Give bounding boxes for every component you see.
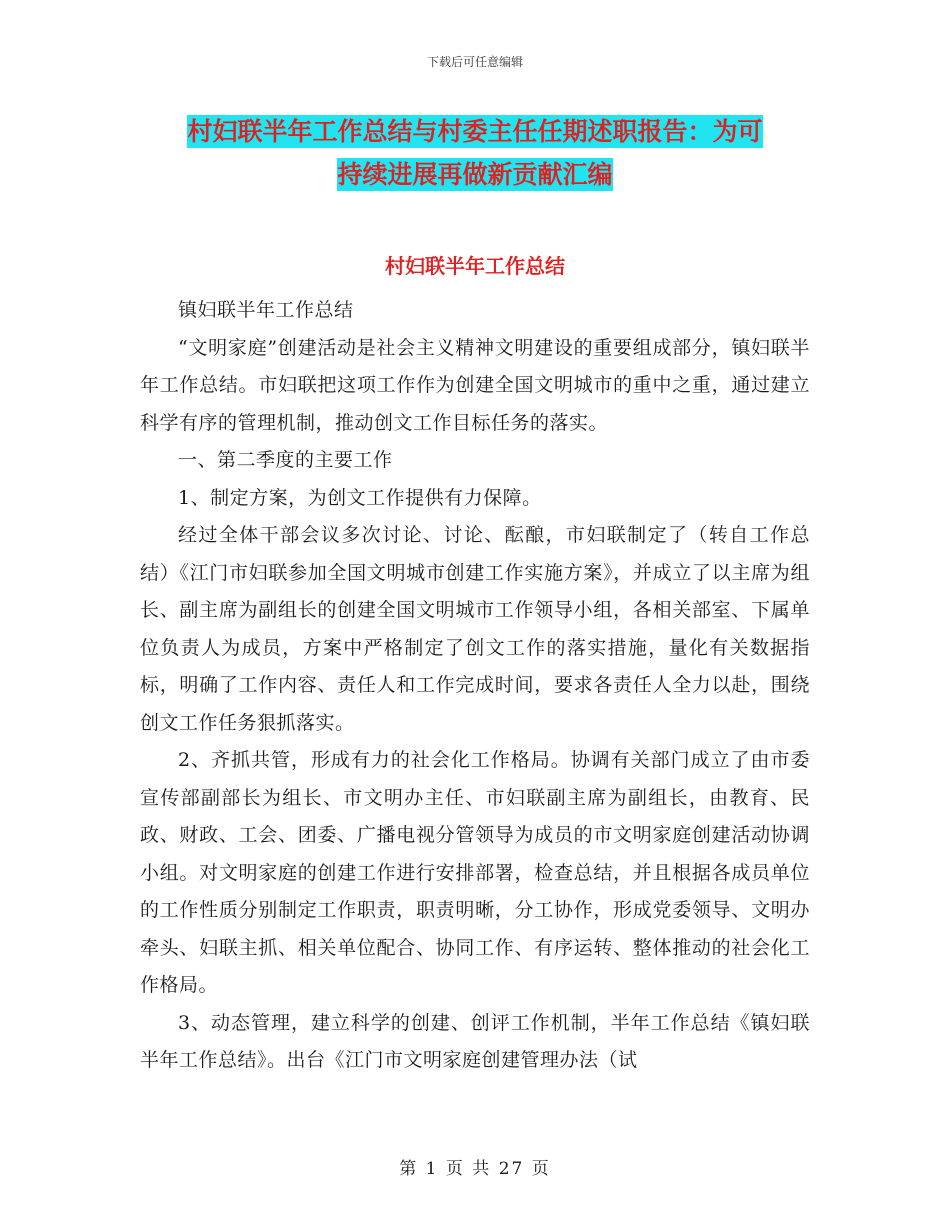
header-note: 下载后可任意编辑: [426, 55, 523, 69]
document-title: [140, 110, 810, 196]
paragraph: 3、动态管理，建立科学的创建、创评工作机制，半年工作总结《镇妇联半年工作总结》。出台《江门市文明家庭创建管理办法（试: [140, 1011, 810, 1071]
page-footer: 第 1 页 共 27 页: [399, 1159, 551, 1179]
paragraph: 2、齐抓共管，形成有力的社会化工作格局。协调有关部门成立了由市委宣传部副部长为组长、市文明办主任、市妇联副主席为副组长，由教育、民政、财政、工会、团委、广播电视分管领导为成员的市文明家庭创建活动协调小组。对文明家庭的创建工作进行安排部署，检查总结，并且根据各成员单位的工作性质分别制定工作职责，职责明晰，分工协作，形成党委领导、文明办牵头、妇联主抓、相关单位配合、协同工作、有序运转、整体推动的社会化工作格局。: [140, 749, 810, 996]
paragraph: 一、第二季度的主要工作: [178, 449, 393, 471]
paragraph: 1、制定方案，为创文工作提供有力保障。: [178, 486, 542, 509]
paragraph: 经过全体干部会议多次讨论、讨论、酝酿，市妇联制定了（转自工作总结）《江门市妇联参加全国文明城市创建工作实施方案》，并成立了以主席为组长、副主席为副组长的创建全国文明城市工作领导小组，各相关部室、下属单位负责人为成员，方案中严格制定了创文工作的落实措施，量化有关数据指标，明确了工作内容、责任人和工作完成时间，要求各责任人全力以赴，围绕创文工作任务狠抓落实。: [140, 524, 810, 734]
document-body: [140, 292, 810, 1080]
paragraph: 镇妇联半年工作总结: [178, 299, 354, 321]
document-title-line-1: 村妇联半年工作总结与村委主任任期述职报告：为可: [187, 117, 763, 146]
document-title-line-2: 持续进展再做新贡献汇编: [337, 160, 613, 189]
paragraph: “文明家庭”创建活动是社会主义精神文明建设的重要组成部分，镇妇联半年工作总结。市妇联把这项工作作为创建全国文明城市的重中之重，通过建立科学有序的管理机制，推动创文工作目标任务的落实。: [140, 336, 810, 434]
section-title: 村妇联半年工作总结: [385, 254, 565, 278]
